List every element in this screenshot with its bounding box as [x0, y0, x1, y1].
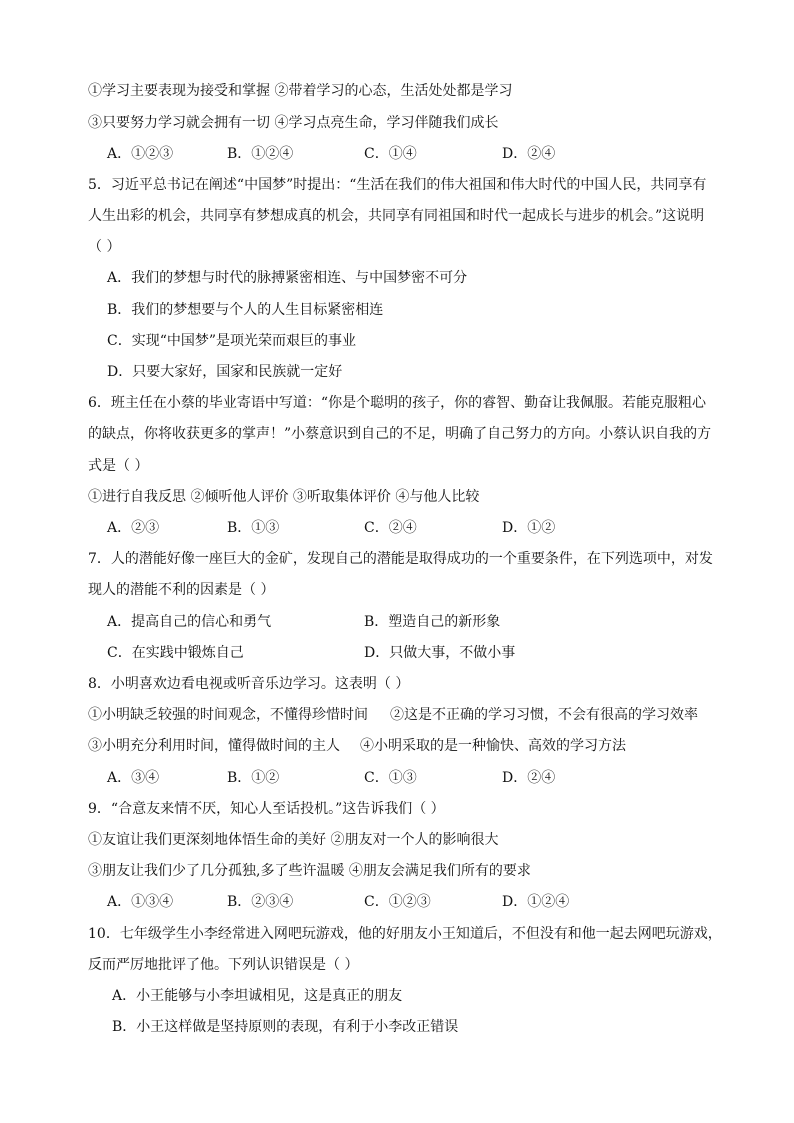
q6-option-c: C．②④ — [364, 520, 417, 536]
q6-question-line: 6．班主任在小蔡的毕业寄语中写道：“你是个聪明的孩子，你的睿智、勤奋让我佩服。若能克服粗心 — [88, 395, 707, 411]
q10-option-a: A．小王能够与小李坦诚相见，这是真正的朋友 — [112, 988, 403, 1004]
q8-statement-4: ④小明采取的是一种愉快、高效的学习方法 — [360, 738, 626, 754]
q6-question-line: 式是（ ） — [88, 458, 149, 474]
q9-option-b: B．②③④ — [227, 894, 294, 910]
q8-statement-1: ①小明缺乏较强的时间观念，不懂得珍惜时间 — [88, 707, 368, 723]
q6-option-a: A．②③ — [107, 520, 160, 536]
q9-option-a: A．①③④ — [107, 894, 174, 910]
q9-statement-line: ①友谊让我们更深刻地体悟生命的美好 ②朋友对一个人的影响很大 — [88, 832, 499, 848]
q5-option-a: A．我们的梦想与时代的脉搏紧密相连、与中国梦密不可分 — [107, 270, 468, 286]
q9-option-c: C．①②③ — [364, 894, 431, 910]
q5-question-line: 5．习近平总书记在阐述“中国梦”时提出：“生活在我们的伟大祖国和伟大时代的中国人民，共同享有 — [88, 177, 707, 193]
q8-option-a: A．③④ — [107, 770, 160, 786]
q5-question-line: 人生出彩的机会，共同享有梦想成真的机会，共同享有同祖国和时代一起成长与进步的机会。”这说明 — [88, 208, 705, 224]
q8-option-c: C．①③ — [364, 770, 417, 786]
q4-statement-line: ③只要努力学习就会拥有一切 ④学习点亮生命，学习伴随我们成长 — [88, 115, 499, 131]
q4-option-a: A．①②③ — [107, 146, 174, 162]
q8-statement-3: ③小明充分利用时间，懂得做时间的主人 — [88, 738, 340, 754]
q6-option-d: D．①② — [502, 520, 556, 536]
q8-statement-2: ②这是不正确的学习习惯，不会有很高的学习效率 — [390, 707, 698, 723]
q8-option-d: D．②④ — [502, 770, 556, 786]
q6-question-line: 的缺点，你将收获更多的掌声！”小蔡意识到自己的不足，明确了自己努力的方向。小蔡认识自我的方 — [88, 426, 712, 442]
q10-question-line: 反而严厉地批评了他。下列认识错误是（ ） — [88, 957, 359, 973]
q7-option-a: A．提高自己的信心和勇气 — [107, 614, 272, 630]
q5-option-c: C．实现“中国梦”是项光荣而艰巨的事业 — [107, 333, 357, 349]
q5-option-b: B．我们的梦想要与个人的人生目标紧密相连 — [107, 302, 384, 318]
q8-option-b: B．①② — [227, 770, 280, 786]
q5-option-d: D．只要大家好，国家和民族就一定好 — [107, 364, 343, 380]
q7-question-line: 现人的潜能不利的因素是（ ） — [88, 582, 275, 598]
q10-option-b: B．小王这样做是坚持原则的表现，有利于小李改正错误 — [112, 1019, 459, 1035]
q4-statement-line: ①学习主要表现为接受和掌握 ②带着学习的心态，生活处处都是学习 — [88, 83, 513, 99]
q6-option-b: B．①③ — [227, 520, 280, 536]
q7-question-line: 7．人的潜能好像一座巨大的金矿，发现自己的潜能是取得成功的一个重要条件，在下列选项中，对发 — [88, 551, 713, 567]
q4-option-d: D．②④ — [502, 146, 556, 162]
q5-answer-bracket: （ ） — [88, 239, 121, 255]
q8-question-line: 8．小明喜欢边看电视或听音乐边学习。这表明（ ） — [88, 676, 410, 692]
q7-option-c: C．在实践中锻炼自己 — [107, 645, 244, 661]
q10-question-line: 10．七年级学生小李经常进入网吧玩游戏，他的好朋友小王知道后，不但没有和他一起去网吧玩游戏， — [88, 926, 722, 942]
q9-statement-line: ③朋友让我们少了几分孤独,多了些许温暖 ④朋友会满足我们所有的要求 — [88, 863, 531, 879]
q9-question-line: 9．“合意友来情不厌，知心人至话投机。”这告诉我们（ ） — [88, 801, 445, 817]
q4-option-c: C．①④ — [364, 146, 417, 162]
q7-option-d: D．只做大事，不做小事 — [364, 645, 516, 661]
q9-option-d: D．①②④ — [502, 894, 570, 910]
q7-option-b: B．塑造自己的新形象 — [364, 614, 501, 630]
q4-option-b: B．①②④ — [227, 146, 294, 162]
q6-statement-line: ①进行自我反思 ②倾听他人评价 ③听取集体评价 ④与他人比较 — [88, 489, 480, 505]
